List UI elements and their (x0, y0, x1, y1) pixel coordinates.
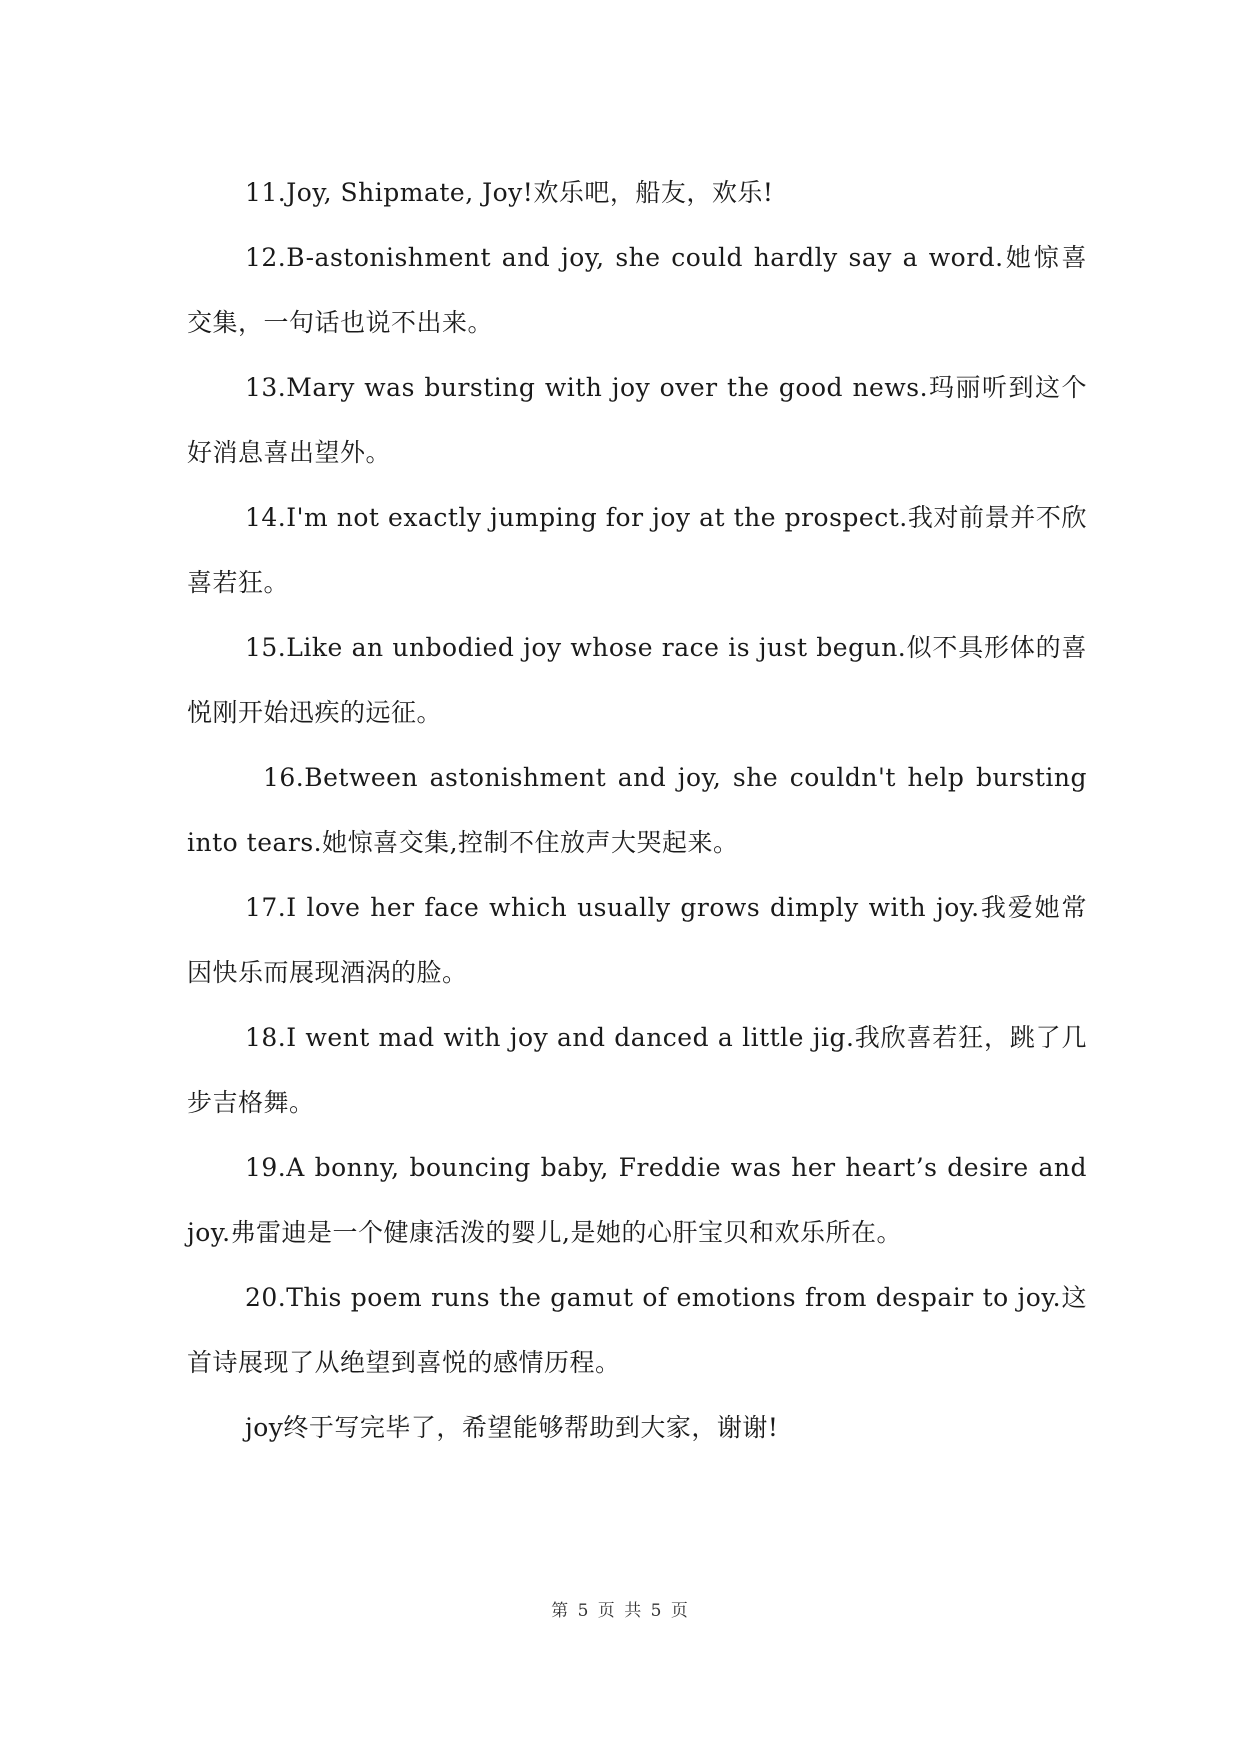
paragraph-19: 19.A bonny, bouncing baby, Freddie was her heart’s desire and joy.弗雷迪是一个健康活泼的婴儿,是她的心肝宝贝和欢乐所在。 (187, 1153, 1087, 1247)
paragraph-13: 13.Mary was bursting with joy over the good news.玛丽听到这个好消息喜出望外。 (187, 373, 1087, 467)
paragraph-12: 12.B-astonishment and joy, she could hardly say a word.她惊喜交集，一句话也说不出来。 (187, 243, 1087, 337)
paragraph-15: 15.Like an unbodied joy whose race is just begun.似不具形体的喜悦刚开始迅疾的远征。 (187, 633, 1087, 727)
paragraph-16: 16.Between astonishment and joy, she couldn't help bursting into tears.她惊喜交集,控制不住放声大哭起来。 (187, 763, 1087, 857)
paragraph-11: 11.Joy, Shipmate, Joy!欢乐吧，船友，欢乐! (245, 178, 774, 207)
paragraph-14: 14.I'm not exactly jumping for joy at the prospect.我对前景并不欣喜若狂。 (187, 503, 1087, 597)
document-body (187, 160, 1087, 1460)
paragraph-20: 20.This poem runs the gamut of emotions from despair to joy.这首诗展现了从绝望到喜悦的感情历程。 (187, 1283, 1087, 1377)
page-number-footer: 第 5 页 共 5 页 (551, 1601, 690, 1621)
closing-note: joy终于写完毕了，希望能够帮助到大家，谢谢! (245, 1413, 779, 1442)
paragraph-18: 18.I went mad with joy and danced a little jig.我欣喜若狂，跳了几步吉格舞。 (187, 1023, 1087, 1117)
paragraph-17: 17.I love her face which usually grows dimply with joy.我爱她常因快乐而展现酒涡的脸。 (187, 893, 1087, 987)
